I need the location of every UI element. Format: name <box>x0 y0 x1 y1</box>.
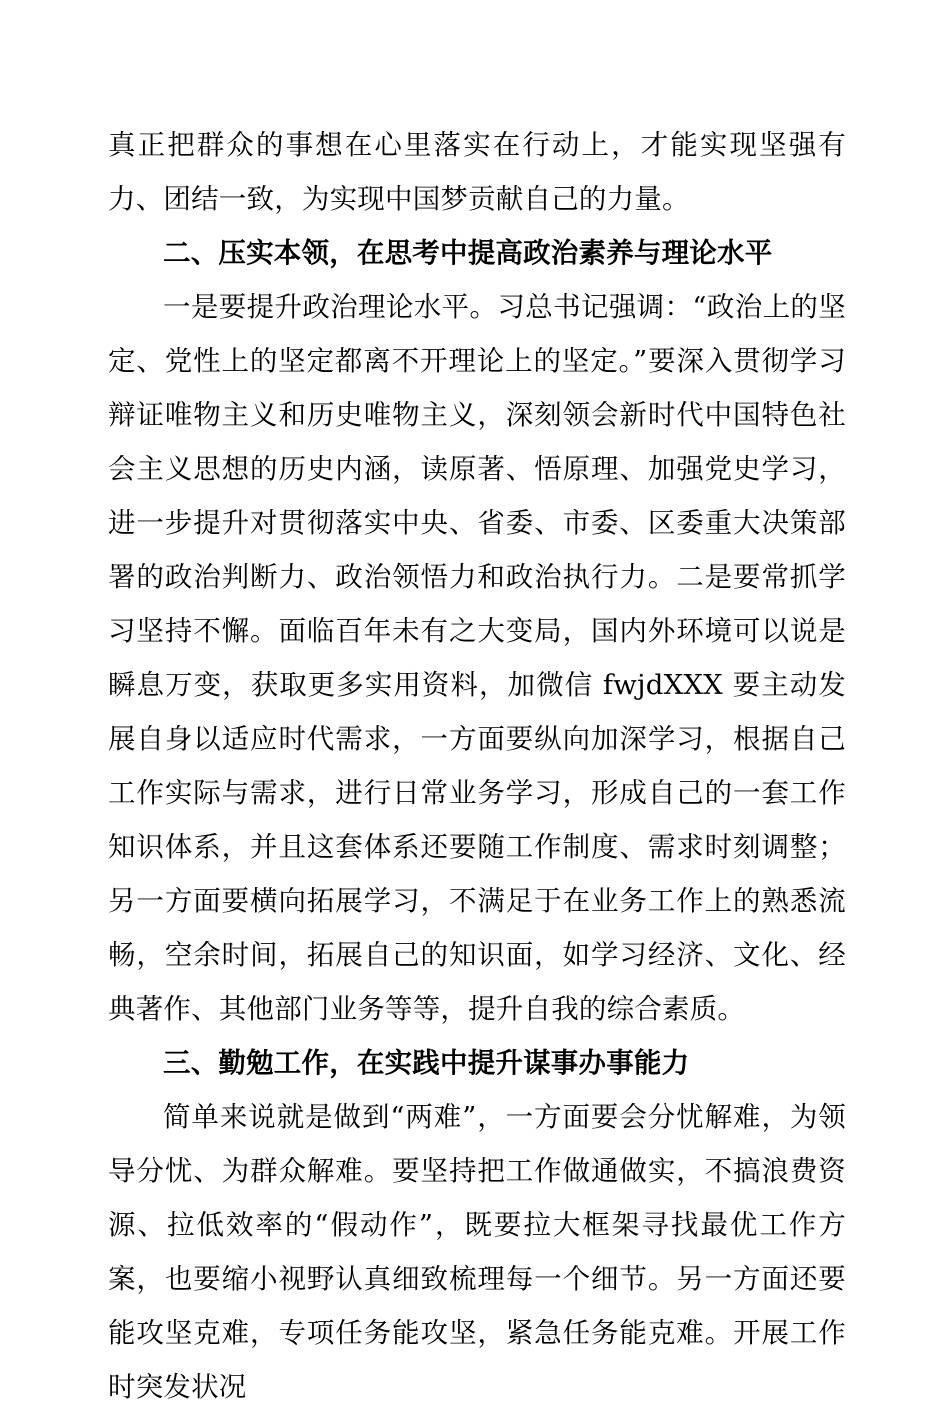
paragraph-section-two: 一是要提升政治理论水平。习总书记强调：“政治上的坚定、党性上的坚定都离不开理论上的坚定。”要深入贯彻学习辩证唯物主义和历史唯物主义，深刻领会新时代中国特色社会主义思想的历史内涵，读原著、悟原理、加强党史学习，进一步提升对贯彻落实中央、省委、市委、区委重大决策部署的政治判断力、政治领悟力和政治执行力。二是要常抓学习坚持不懈。面临百年未有之大变局，国内外环境可以说是瞬息万变，获取更多实用资料，加微信 fwjdXXX 要主动发展自身以适应时代需求，一方面要纵向加深学习，根据自己工作实际与需求，进行日常业务学习，形成自己的一套工作知识体系，并且这套体系还要随工作制度、需求时刻调整；另一方面要横向拓展学习，不满足于在业务工作上的熟悉流畅，空余时间，拓展自己的知识面，如学习经济、文化、经典著作、其他部门业务等等，提升自我的综合素质。 <box>108 291 846 1025</box>
section-heading-two: 二、压实本领，在思考中提高政治素养与理论水平 <box>163 237 773 269</box>
section-heading-three: 三、勤勉工作，在实践中提升谋事办事能力 <box>163 1047 690 1079</box>
paragraph-section-three: 简单来说就是做到“两难”，一方面要会分忧解难，为领导分忧、为群众解难。要坚持把工作做通做实，不搞浪费资源、拉低效率的“假动作”，既要拉大框架寻找最优工作方案，也要缩小视野认真细致梳理每一个细节。另一方面还要能攻坚克难，专项任务能攻坚，紧急任务能克难。开展工作时突发状况 <box>108 1101 846 1403</box>
document-body <box>108 118 846 1414</box>
paragraph-continued: 真正把群众的事想在心里落实在行动上，才能实现坚强有力、团结一致，为实现中国梦贡献自己的力量。 <box>108 129 846 215</box>
